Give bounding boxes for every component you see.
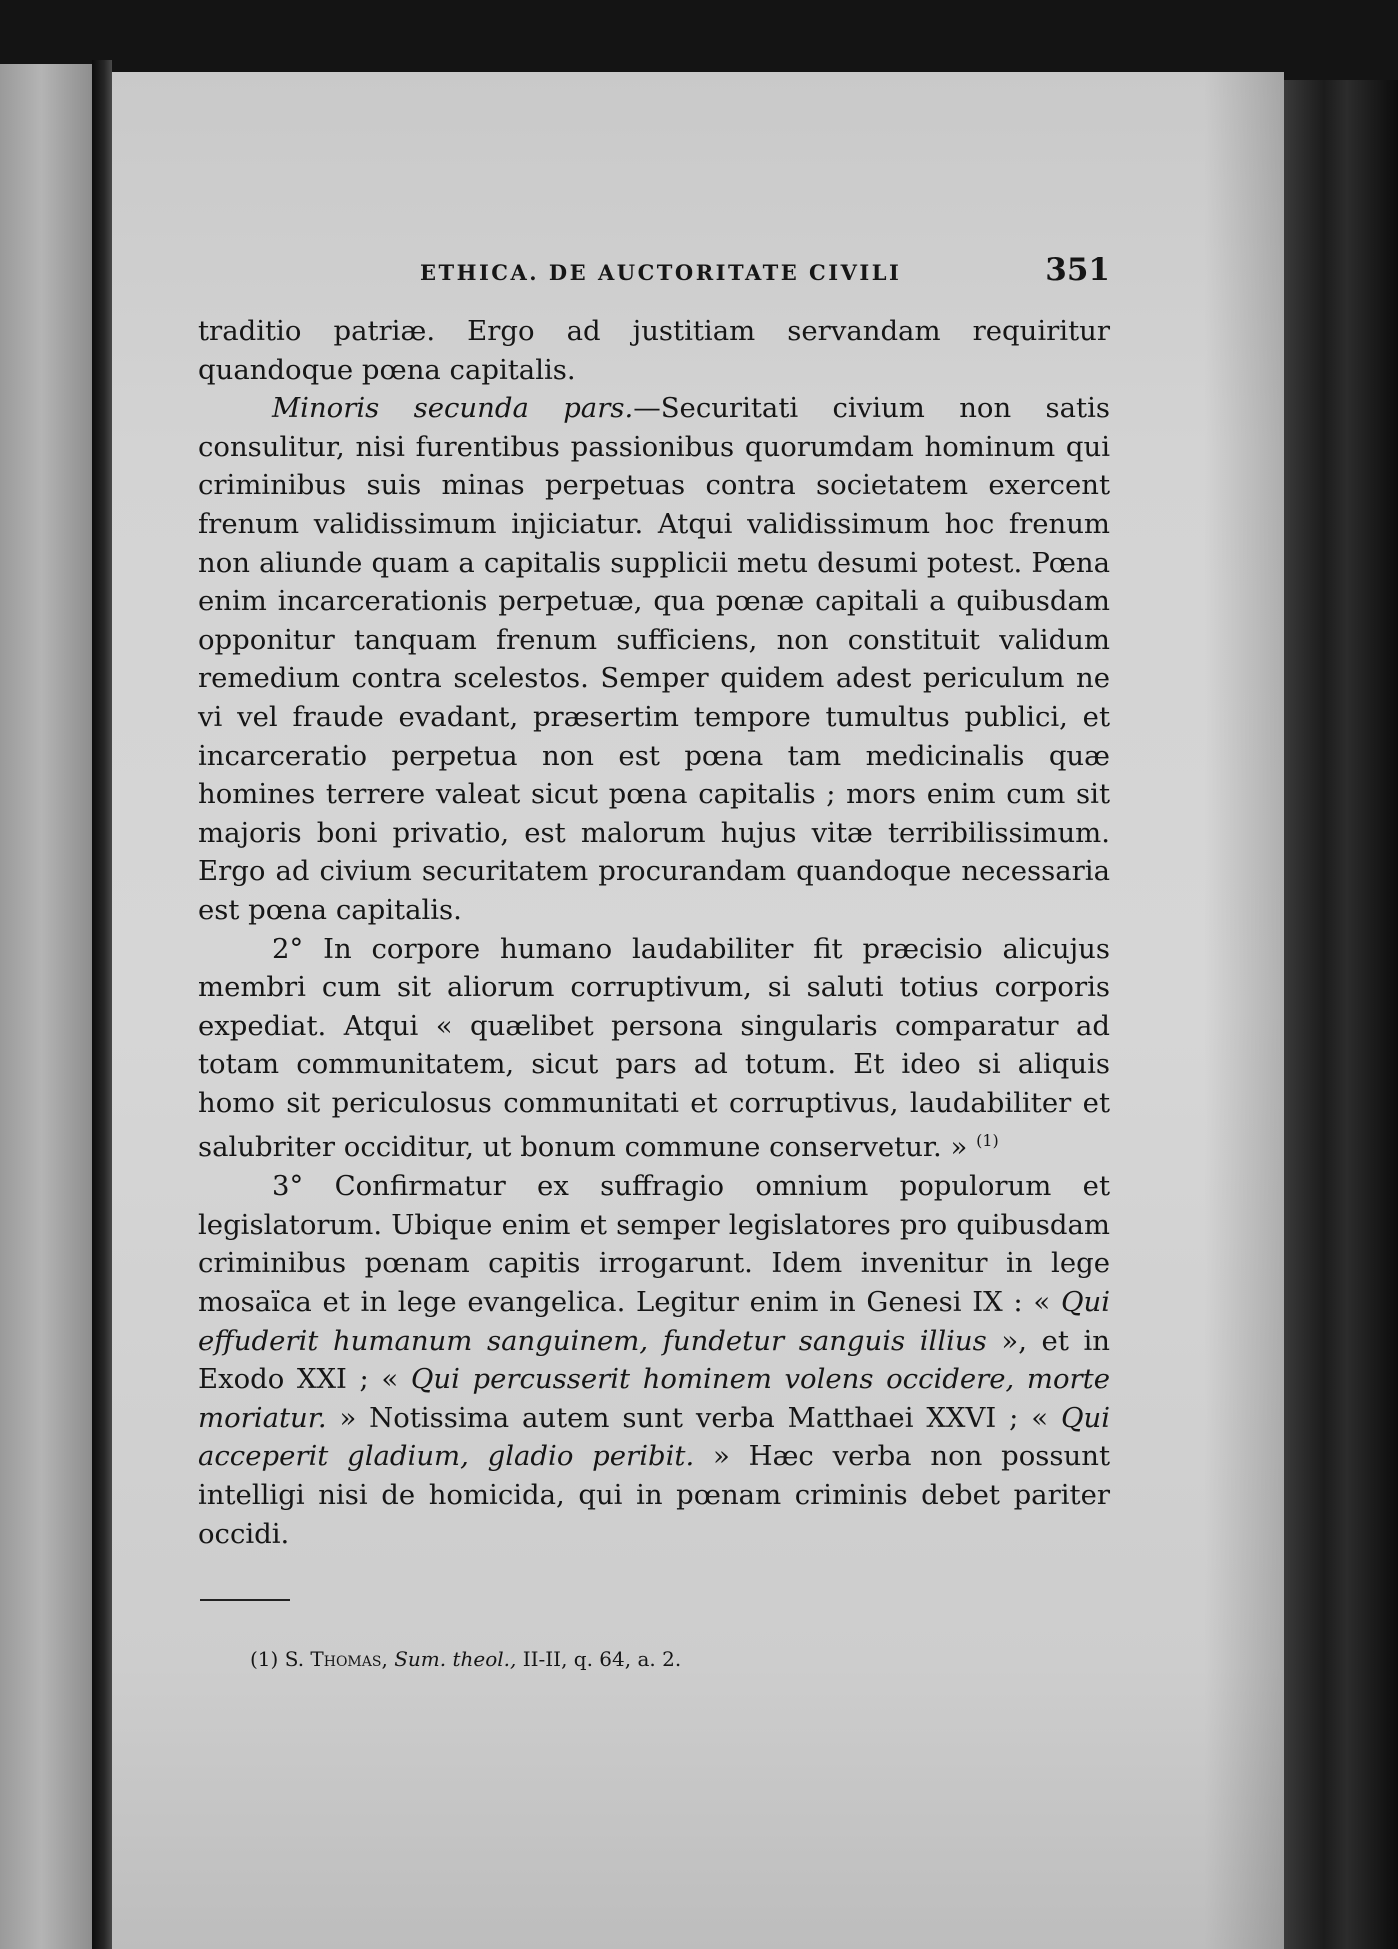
footnote [250,1647,1110,1671]
running-title: ETHICA. DE AUCTORITATE CIVILI [420,260,902,285]
quotation: Qui acceperit gladium, gladio peribit. [198,1401,1110,1473]
paragraph-text: —Securitati civium non satis consulitur, nisi furentibus passionibus quorumdam hominum qui criminibus suis minas perpetuas contra societatem exercent frenum validissimum injiciatur. Atqui validissimum hoc frenum non aliunde quam a capitalis supplicii metu desumi potest. Pœna enim incarcerationis perpetuæ, qua pœnæ capitali a quibusdam opponitur tanquam frenum sufficiens, non constituit validum remedium contra scelestos. Semper quidem adest periculum ne vi vel fraude evadant, præsertim tempore tumultus publici, et incarceratio perpetua non est pœna tam medicinalis quæ homines terrere valeat sicut pœna capitalis ; mors enim cum sit majoris boni privatio, est malorum hujus vitæ terribilissimum. Ergo ad civium securitatem procurandam quandoque necessaria est pœna capitalis. [198,392,1110,926]
paragraph-text: 3° Confirmatur ex suffragio omnium populorum et legislatorum. Ubique enim et semper legislatores pro quibusdam criminibus pœnam capitis irrogarunt. Idem invenitur in lege mosaïca et in lege evangelica. Legitur enim in Genesi IX : « [198,1170,1110,1318]
left-page-edge [0,64,92,1949]
page-edges [1284,80,1398,1949]
page-shadow [1204,72,1284,1949]
footnote-marker: (1) [976,1131,999,1151]
body-text [198,312,1110,1553]
paragraph [198,930,1110,1168]
footnote-reference: II-II, q. 64, a. 2. [522,1647,682,1672]
paragraph-text: », et in Exodo XXI ; « [198,1324,1111,1396]
footnote-number: (1) [250,1647,279,1672]
paragraph [198,312,1110,389]
paragraph-text: 2° In corpore humano laudabiliter fit præcisio alicujus membri cum sit aliorum corruptivum, si saluti totius corporis expediat. Atqui « quælibet persona singularis comparatur ad totam communitatem, sicut pars ad totum. Et ideo si aliquis homo sit periculosus communitati et corruptivus, laudabiliter et salubriter occiditur, ut bonum commune conservetur. » [198,932,1110,1164]
paragraph [198,389,1110,929]
paragraph-text: » Notissima autem sunt verba Matthaei XXVI ; « [326,1401,1061,1434]
running-head [198,252,1110,292]
quotation: Qui percusserit hominem volens occidere, morte moriatur. [198,1363,1111,1434]
footnote-rule [200,1599,290,1601]
quotation: Qui effuderit humanum sanguinem, fundetur sanguis illius [198,1286,1110,1357]
page-text [198,252,1110,1671]
footnote-author: S. Thomas, [284,1647,388,1672]
page-number: 351 [1045,252,1110,288]
footnote-work: Sum. theol., [394,1647,517,1672]
paragraph [198,1167,1110,1553]
paragraph-text: traditio patriæ. Ergo ad justitiam servandam requiritur quandoque pœna capitalis. [198,315,1110,386]
book-gutter [92,60,112,1949]
paragraph-text: » Hæc verba non possunt intelligi nisi de homicida, qui in pœnam criminis debet pariter occidi. [198,1440,1110,1550]
paragraph-heading: Minoris secunda pars. [272,392,634,425]
